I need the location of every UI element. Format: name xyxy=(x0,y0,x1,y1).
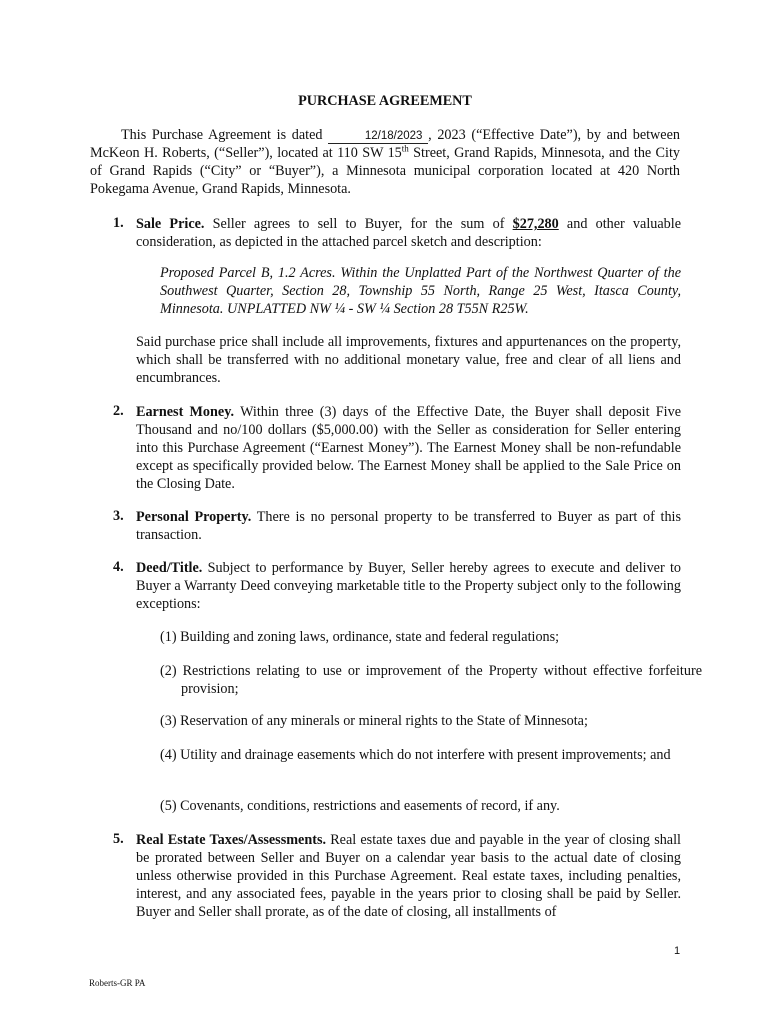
section-2-text: Within three (3) days of the Effective Date, the Buyer shall deposit Five Thousand and no/100 dollars ($5,000.00) with the Seller as consideration for Seller entering into this Purchase Agreement (“Earnest Money”). The Earnest Money shall be non-refundable except as specifically provided below. The Earnest Money shall be applied to the Sale Price on the Closing Date. xyxy=(136,404,681,493)
intro-text-before-date: This Purchase Agreement is dated xyxy=(121,127,329,143)
section-4-heading: Deed/Title. xyxy=(136,560,203,576)
section-1-text-b: and other valuable consideration, as depicted in the attached parcel sketch and description: xyxy=(136,216,681,251)
section-5-heading: Real Estate Taxes/Assessments. xyxy=(136,832,327,848)
section-1-number: 1. xyxy=(113,215,124,231)
section-5-text: Real estate taxes due and payable in the year of closing shall be prorated between Seller and Buyer on a calendar year basis to the actual date of closing unless otherwise provided in this Purchase Agreement. Real estate taxes, including penalties, interest, and any associated fees, payable in the years prior to closing shall be paid by Seller. Buyer and Seller shall prorate, as of the date of closing, all installments of xyxy=(136,832,681,921)
section-1-paragraph xyxy=(136,215,681,251)
section-2-number: 2. xyxy=(113,403,124,419)
section-1-paragraph-2: Said purchase price shall include all improvements, fixtures and appurtenances on the property, which shall be transferred with no additional monetary value, free and clear of all liens and encumbrances. xyxy=(136,334,681,387)
intro-paragraph xyxy=(90,126,680,198)
section-1-text-a: Seller agrees to sell to Buyer, for the sum of xyxy=(204,216,513,232)
effective-date-field[interactable]: 12/18/2023 xyxy=(328,129,428,144)
page-number: 1 xyxy=(674,945,681,957)
exception-item: (4) Utility and drainage easements which do not interfere with present improvements; and xyxy=(160,747,671,763)
section-3-heading: Personal Property. xyxy=(136,509,252,525)
section-4-text: Subject to performance by Buyer, Seller hereby agrees to execute and deliver to Buyer a Warranty Deed conveying marketable title to the Property subject only to the following exceptions: xyxy=(136,560,681,613)
section-2-heading: Earnest Money. xyxy=(136,404,235,420)
exception-item: (3) Reservation of any minerals or mineral rights to the State of Minnesota; xyxy=(160,713,588,729)
section-5-number: 5. xyxy=(113,831,124,847)
section-4-paragraph xyxy=(136,559,681,613)
parcel-legal-description: Proposed Parcel B, 1.2 Acres. Within the Unplatted Part of the Northwest Quarter of the Southwest Quarter, Section 28, Township 55 North, Range 25 West, Itasca County, Minnesota. UNPLATTED NW ¼ - SW ¼ Section 28 T55N R25W. xyxy=(160,265,681,318)
exception-item: (2) Restrictions relating to use or improvement of the Property without effective forfeiture provision; xyxy=(160,663,702,698)
ordinal-superscript: th xyxy=(401,143,409,154)
document-footer: Roberts-GR PA xyxy=(89,978,146,988)
exception-item: (1) Building and zoning laws, ordinance, state and federal regulations; xyxy=(160,629,560,645)
document-title: PURCHASE AGREEMENT xyxy=(298,93,472,109)
section-3-text: There is no personal property to be transferred to Buyer as part of this transaction. xyxy=(136,509,681,544)
section-1-heading: Sale Price. xyxy=(136,216,205,232)
sale-price-amount: $27,280 xyxy=(512,216,559,232)
section-4-number: 4. xyxy=(113,559,124,575)
section-2-paragraph xyxy=(136,403,681,493)
section-5-paragraph xyxy=(136,831,681,921)
intro-text-end: Street, Grand Rapids, Minnesota, and the City of Grand Rapids (“City” or “Buyer”), a Minnesota municipal corporation located at 420 North Pokegama Avenue, Grand Rapids, Minnesota. xyxy=(90,145,680,198)
section-3-paragraph xyxy=(136,508,681,544)
intro-text-after-date: , 2023 (“Effective Date”), by and between McKeon H. Roberts, (“Seller”), located at 110 SW 15 xyxy=(90,127,680,162)
section-3-number: 3. xyxy=(113,508,124,524)
exception-item: (5) Covenants, conditions, restrictions and easements of record, if any. xyxy=(160,798,560,814)
